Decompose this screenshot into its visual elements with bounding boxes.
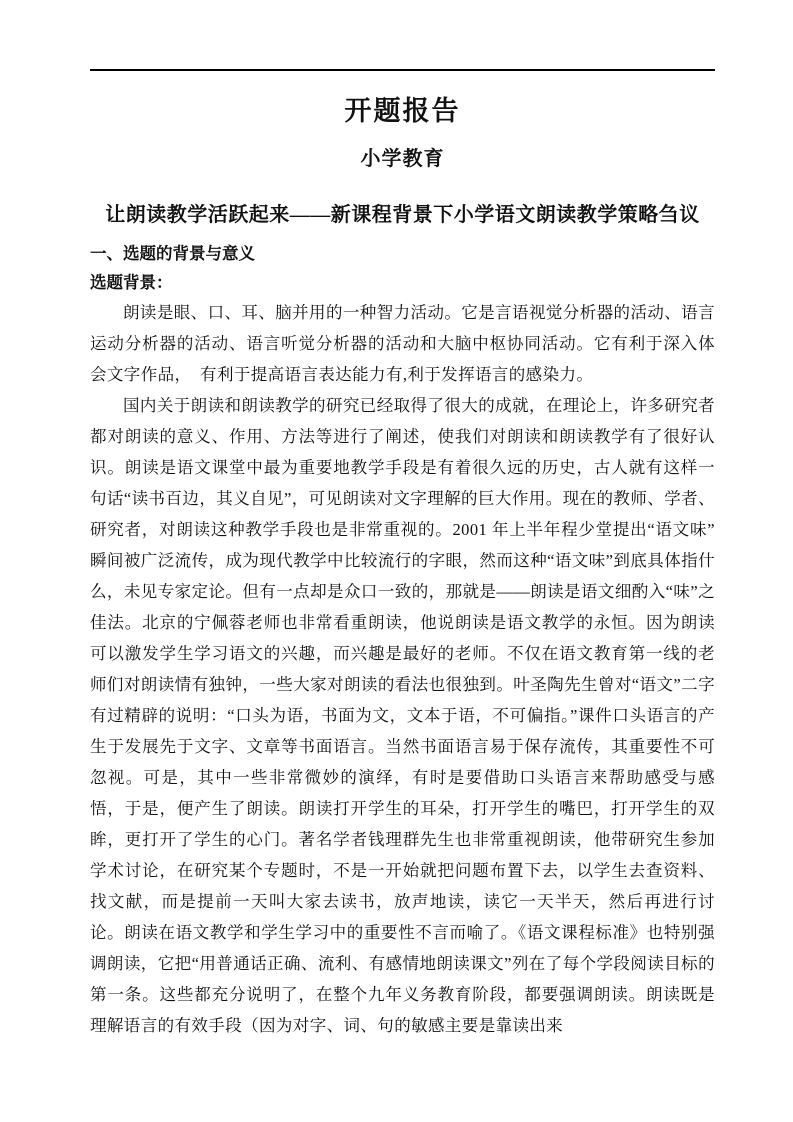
section-heading-background-significance: 一、选题的背景与意义 [90, 245, 255, 263]
subheading-topic-background: 选题背景： [90, 274, 173, 292]
header-rule [90, 69, 715, 71]
paragraph-reading-definition: 朗读是眼、口、耳、脑并用的一种智力活动。它是言语视觉分析器的活动、语言运动分析器的活动、语言听觉分析器的活动和大脑中枢协同活动。它有利于深入体会文字作品， 有利于提高语言表达能力有,利于发挥语言的感染力。 [90, 303, 715, 384]
topic-title: 让朗读教学活跃起来——新课程背景下小学语文朗读教学策略刍议 [105, 204, 700, 226]
paragraph-domestic-research: 国内关于朗读和朗读教学的研究已经取得了很大的成就，在理论上，许多研究者都对朗读的意义、作用、方法等进行了阐述，使我们对朗读和朗读教学有了很好认识。朗读是语文课堂中最为重要地教学手段是有着很久远的历史，古人就有这样一句话“读书百边，其义自见”，可见朗读对文字理解的巨大作用。现在的教师、学者、研究者，对朗读这种教学手段也是非常重视的。2001 年上半年程少堂提出“语文味”瞬间被广泛流传，成为现代教学中比较流行的字眼，然而这种“语文味”到底具体指什么，未见专家定论。但有一点却是众口一致的，那就是——朗读是语文细酌入“味”之佳法。北京的宁佩蓉老师也非常看重朗读，他说朗读是语文教学的永恒。因为朗读可以激发学生学习语文的兴趣，而兴趣是最好的老师。不仅在语文教育第一线的老师们对朗读情有独钟，一些大家对朗读的看法也很独到。叶圣陶先生曾对“语文”二字有过精辟的说明：“口头为语，书面为文，文本于语，不可偏指。”课件口头语言的产生于发展先于文字、文章等书面语言。当然书面语言易于保存流传，其重要性不可忽视。可是，其中一些非常微妙的演绎，有时是要借助口头语言来帮助感受与感悟，于是，便产生了朗读。朗读打开学生的耳朵，打开学生的嘴巴，打开学生的双眸，更打开了学生的心门。著名学者钱理群先生也非常重视朗读，他带研究生参加学术讨论，在研究某个专题时，不是一开始就把问题布置下去，以学生去查资料、找文献，而是提前一天叫大家去读书，放声地读，读它一天半天，然后再进行讨论。朗读在语文教学和学生学习中的重要性不言而喻了。《语文课程标准》也特别强调朗读，它把“用普通话正确、流利、有感情地朗读课文”列在了每个学段阅读目标的第一条。这些都充分说明了，在整个九年义务教育阶段，都要强调朗读。朗读既是理解语言的有效手段（因为对字、词、句的敏感主要是靠读出来 [90, 396, 715, 1035]
document-title: 开题报告 [344, 96, 461, 126]
document-subtitle: 小学教育 [360, 148, 445, 170]
